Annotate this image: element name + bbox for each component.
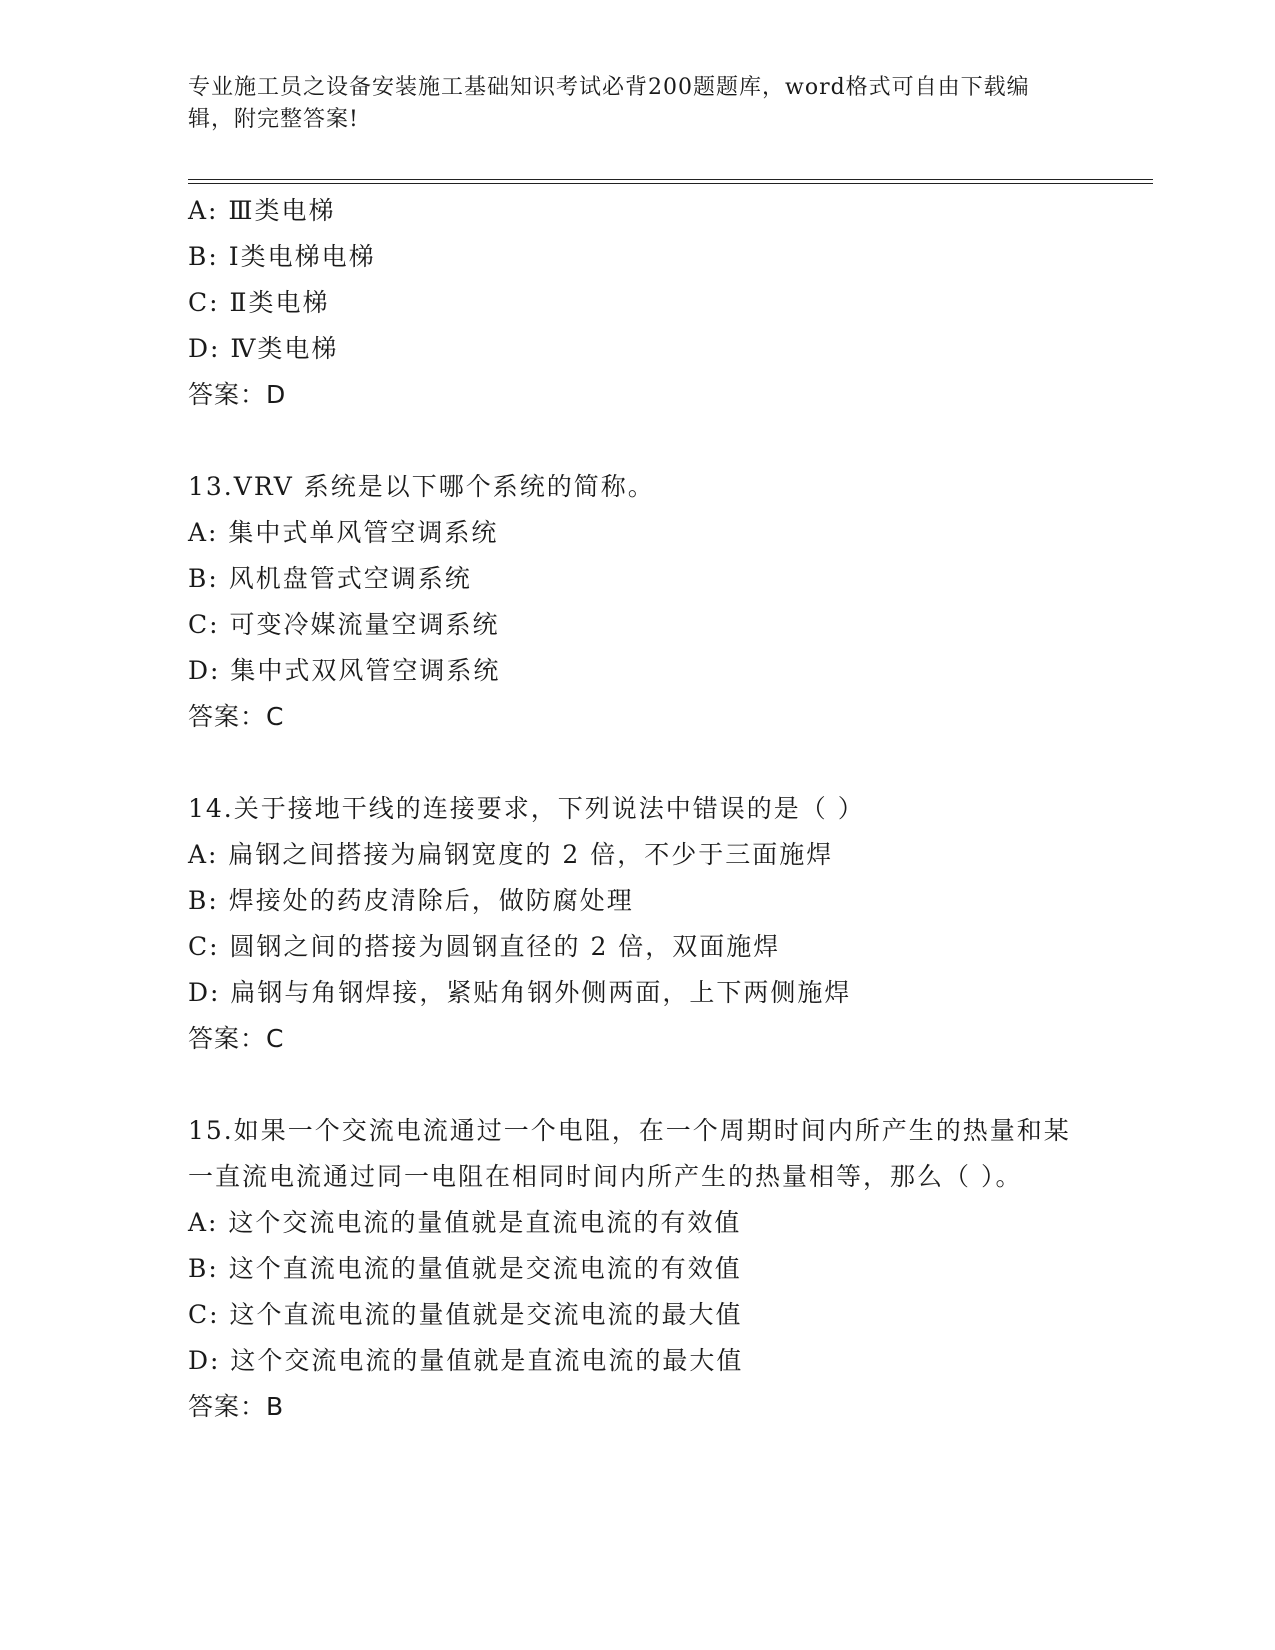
option-a: A: 扁钢之间搭接为扁钢宽度的 2 倍，不少于三面施焊 (188, 840, 834, 869)
option-a: A: 集中式单风管空调系统 (188, 518, 499, 547)
answer: 答案：C (188, 702, 285, 731)
question-15 (188, 1108, 1088, 1430)
answer: 答案：C (188, 1024, 285, 1053)
option-d: D: 扁钢与角钢焊接，紧贴角钢外侧两面，上下两侧施焊 (188, 978, 852, 1007)
option-c: C: 圆钢之间的搭接为圆钢直径的 2 倍，双面施焊 (188, 932, 781, 961)
question-14 (188, 786, 1088, 1062)
header-divider-top (188, 179, 1153, 180)
option-d: D: 这个交流电流的量值就是直流电流的最大值 (188, 1346, 744, 1375)
question-12 (188, 188, 1088, 418)
option-c: C: 可变冷媒流量空调系统 (188, 610, 500, 639)
option-d: D: Ⅳ类电梯 (188, 334, 339, 363)
header-divider-bottom (188, 183, 1153, 184)
answer: 答案：B (188, 1392, 285, 1421)
option-b: B: Ⅰ类电梯电梯 (188, 242, 376, 271)
question-text: 14.关于接地干线的连接要求，下列说法中错误的是（ ） (188, 794, 865, 823)
answer: 答案：D (188, 380, 287, 409)
question-text: 13.VRV 系统是以下哪个系统的简称。 (188, 472, 655, 501)
option-c: C: 这个直流电流的量值就是交流电流的最大值 (188, 1300, 743, 1329)
option-b: B: 风机盘管式空调系统 (188, 564, 472, 593)
question-list (188, 188, 1088, 1430)
document-header: 专业施工员之设备安装施工基础知识考试必背200题题库，word格式可自由下载编辑，附完整答案! (188, 75, 1030, 132)
option-b: B: 这个直流电流的量值就是交流电流的有效值 (188, 1254, 742, 1283)
question-13 (188, 464, 1088, 740)
option-a: A: Ⅲ类电梯 (188, 196, 336, 225)
option-c: C: Ⅱ类电梯 (188, 288, 330, 317)
question-text: 15.如果一个交流电流通过一个电阻，在一个周期时间内所产生的热量和某一直流电流通过同一电阻在相同时间内所产生的热量相等，那么（ ）。 (188, 1116, 1071, 1191)
option-d: D: 集中式双风管空调系统 (188, 656, 501, 685)
option-a: A: 这个交流电流的量值就是直流电流的有效值 (188, 1208, 742, 1237)
option-b: B: 焊接处的药皮清除后，做防腐处理 (188, 886, 634, 915)
